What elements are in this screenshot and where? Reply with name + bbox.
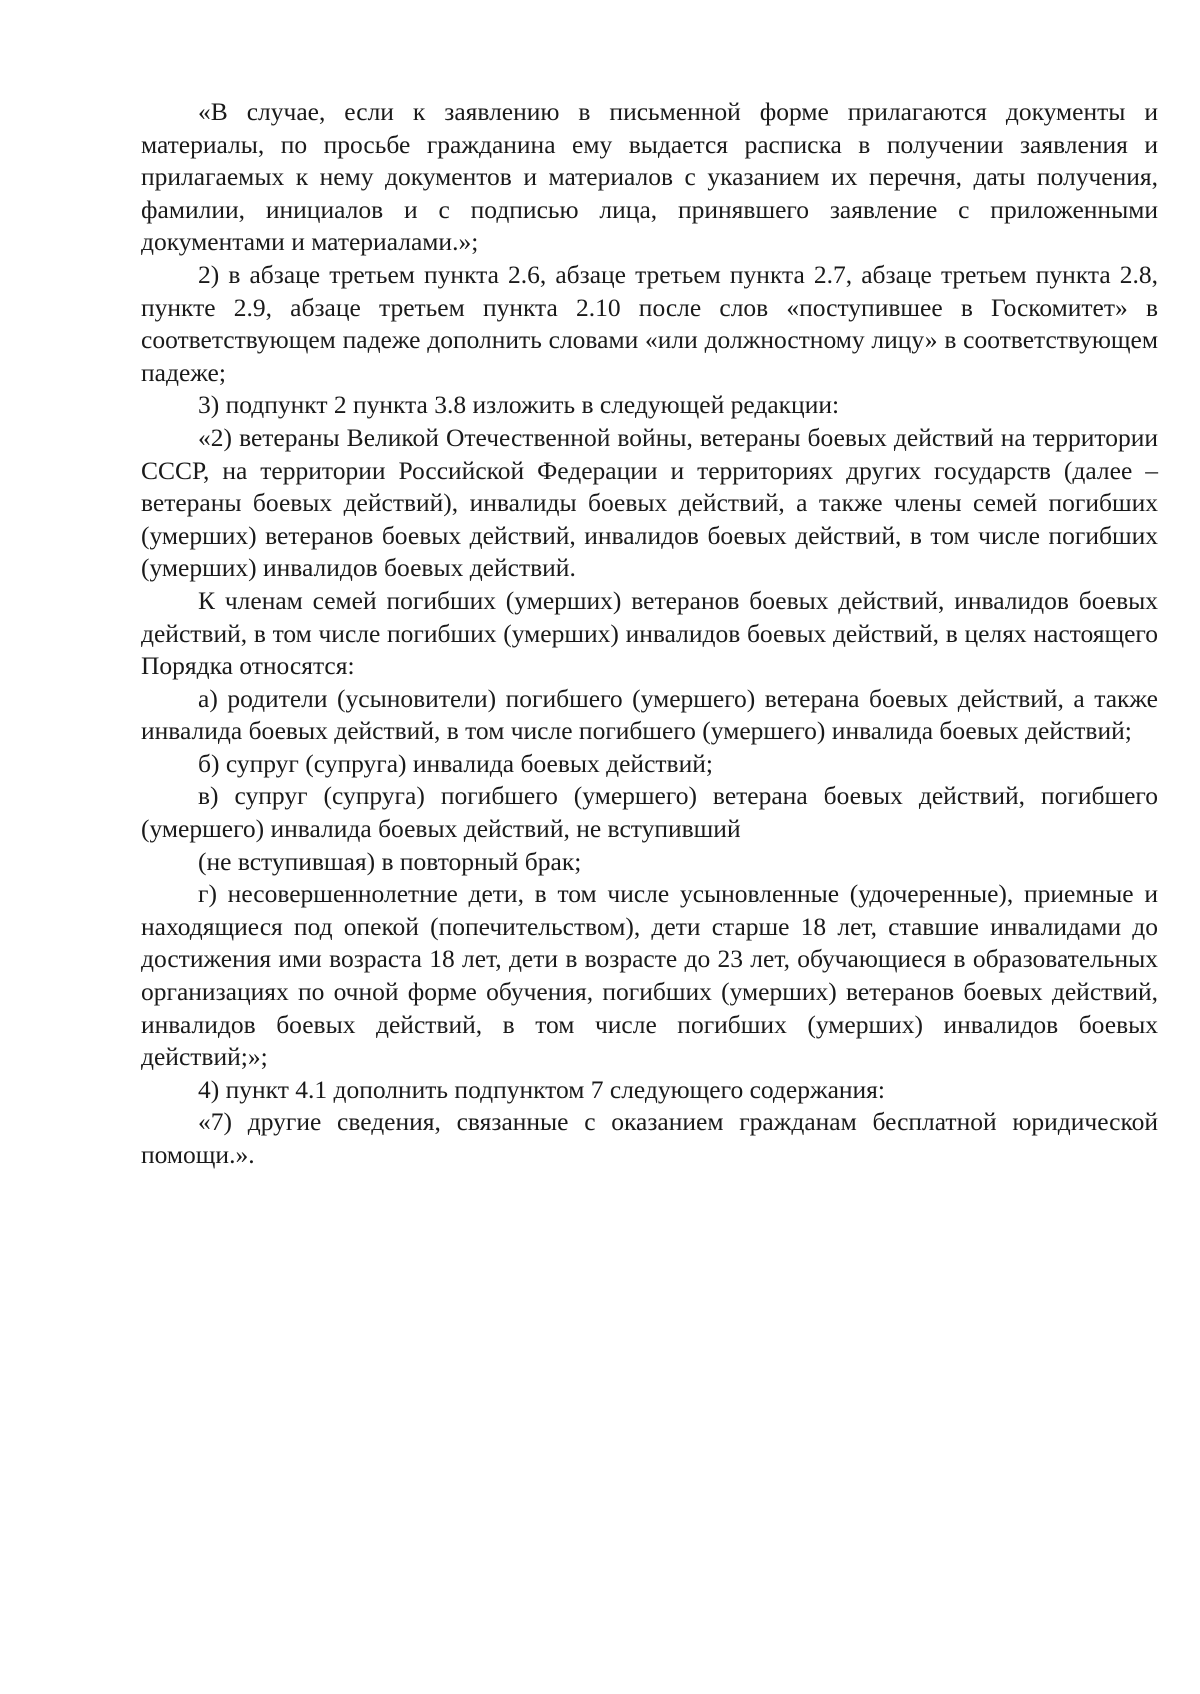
- paragraph-item-2: 2) в абзаце третьем пункта 2.6, абзаце третьем пункта 2.7, абзаце третьем пункта 2.8, пункте 2.9, абзаце третьем пункта 2.10 после слов «поступившее в Госкомитет» в соответствующем падеже дополнить словами «или должностному лицу» в соответствующем падеже;: [141, 259, 1158, 387]
- paragraph-subitem-a: а) родители (усыновители) погибшего (умершего) ветерана боевых действий, а также инвалида боевых действий, в том числе погибшего (умершего) инвалида боевых действий;: [141, 683, 1158, 746]
- paragraph-item-4: 4) пункт 4.1 дополнить подпунктом 7 следующего содержания:: [198, 1074, 885, 1104]
- paragraph-subitem-v-continued: (не вступившая) в повторный брак;: [198, 846, 582, 876]
- paragraph-subitem-b: б) супруг (супруга) инвалида боевых действий;: [198, 748, 713, 778]
- document-body: [141, 96, 1158, 1172]
- paragraph-receipt-clause: «В случае, если к заявлению в письменной форме прилагаются документы и материалы, по просьбе гражданина ему выдается расписка в получении заявления и прилагаемых к нему документов и материалов с указанием их перечня, даты получения, фамилии, инициалов и с подписью лица, принявшего заявление с приложенными документами и материалами.»;: [141, 97, 1158, 257]
- paragraph-subitem-7: «7) другие сведения, связанные с оказанием гражданам бесплатной юридической помощи.».: [141, 1107, 1158, 1169]
- paragraph-subitem-g: г) несовершеннолетние дети, в том числе усыновленные (удочеренные), приемные и находящиеся под опекой (попечительством), дети старше 18 лет, ставшие инвалидами до достижения ими возраста 18 лет, дети в возрасте до 23 лет, обучающиеся в образовательных организациях по очной форме обучения, погибших (умерших) ветеранов боевых действий, инвалидов боевых действий, в том числе погибших (умерших) инвалидов боевых действий;»;: [141, 879, 1158, 1072]
- paragraph-subitem-2-veterans: «2) ветераны Великой Отечественной войны, ветераны боевых действий на территории СССР, на территории Российской Федерации и территориях других государств (далее – ветераны боевых действий), инвалиды боевых действий, а также члены семей погибших (умерших) ветеранов боевых действий, инвалидов боевых действий, в том числе погибших (умерших) инвалидов боевых действий.: [141, 422, 1158, 583]
- paragraph-family-members: К членам семей погибших (умерших) ветеранов боевых действий, инвалидов боевых действий, в том числе погибших (умерших) инвалидов боевых действий, в целях настоящего Порядка относятся:: [141, 585, 1158, 681]
- paragraph-item-3: 3) подпункт 2 пункта 3.8 изложить в следующей редакции:: [198, 390, 840, 420]
- paragraph-subitem-v: в) супруг (супруга) погибшего (умершего) ветерана боевых действий, погибшего (умершего) инвалида боевых действий, не вступивший: [141, 781, 1158, 844]
